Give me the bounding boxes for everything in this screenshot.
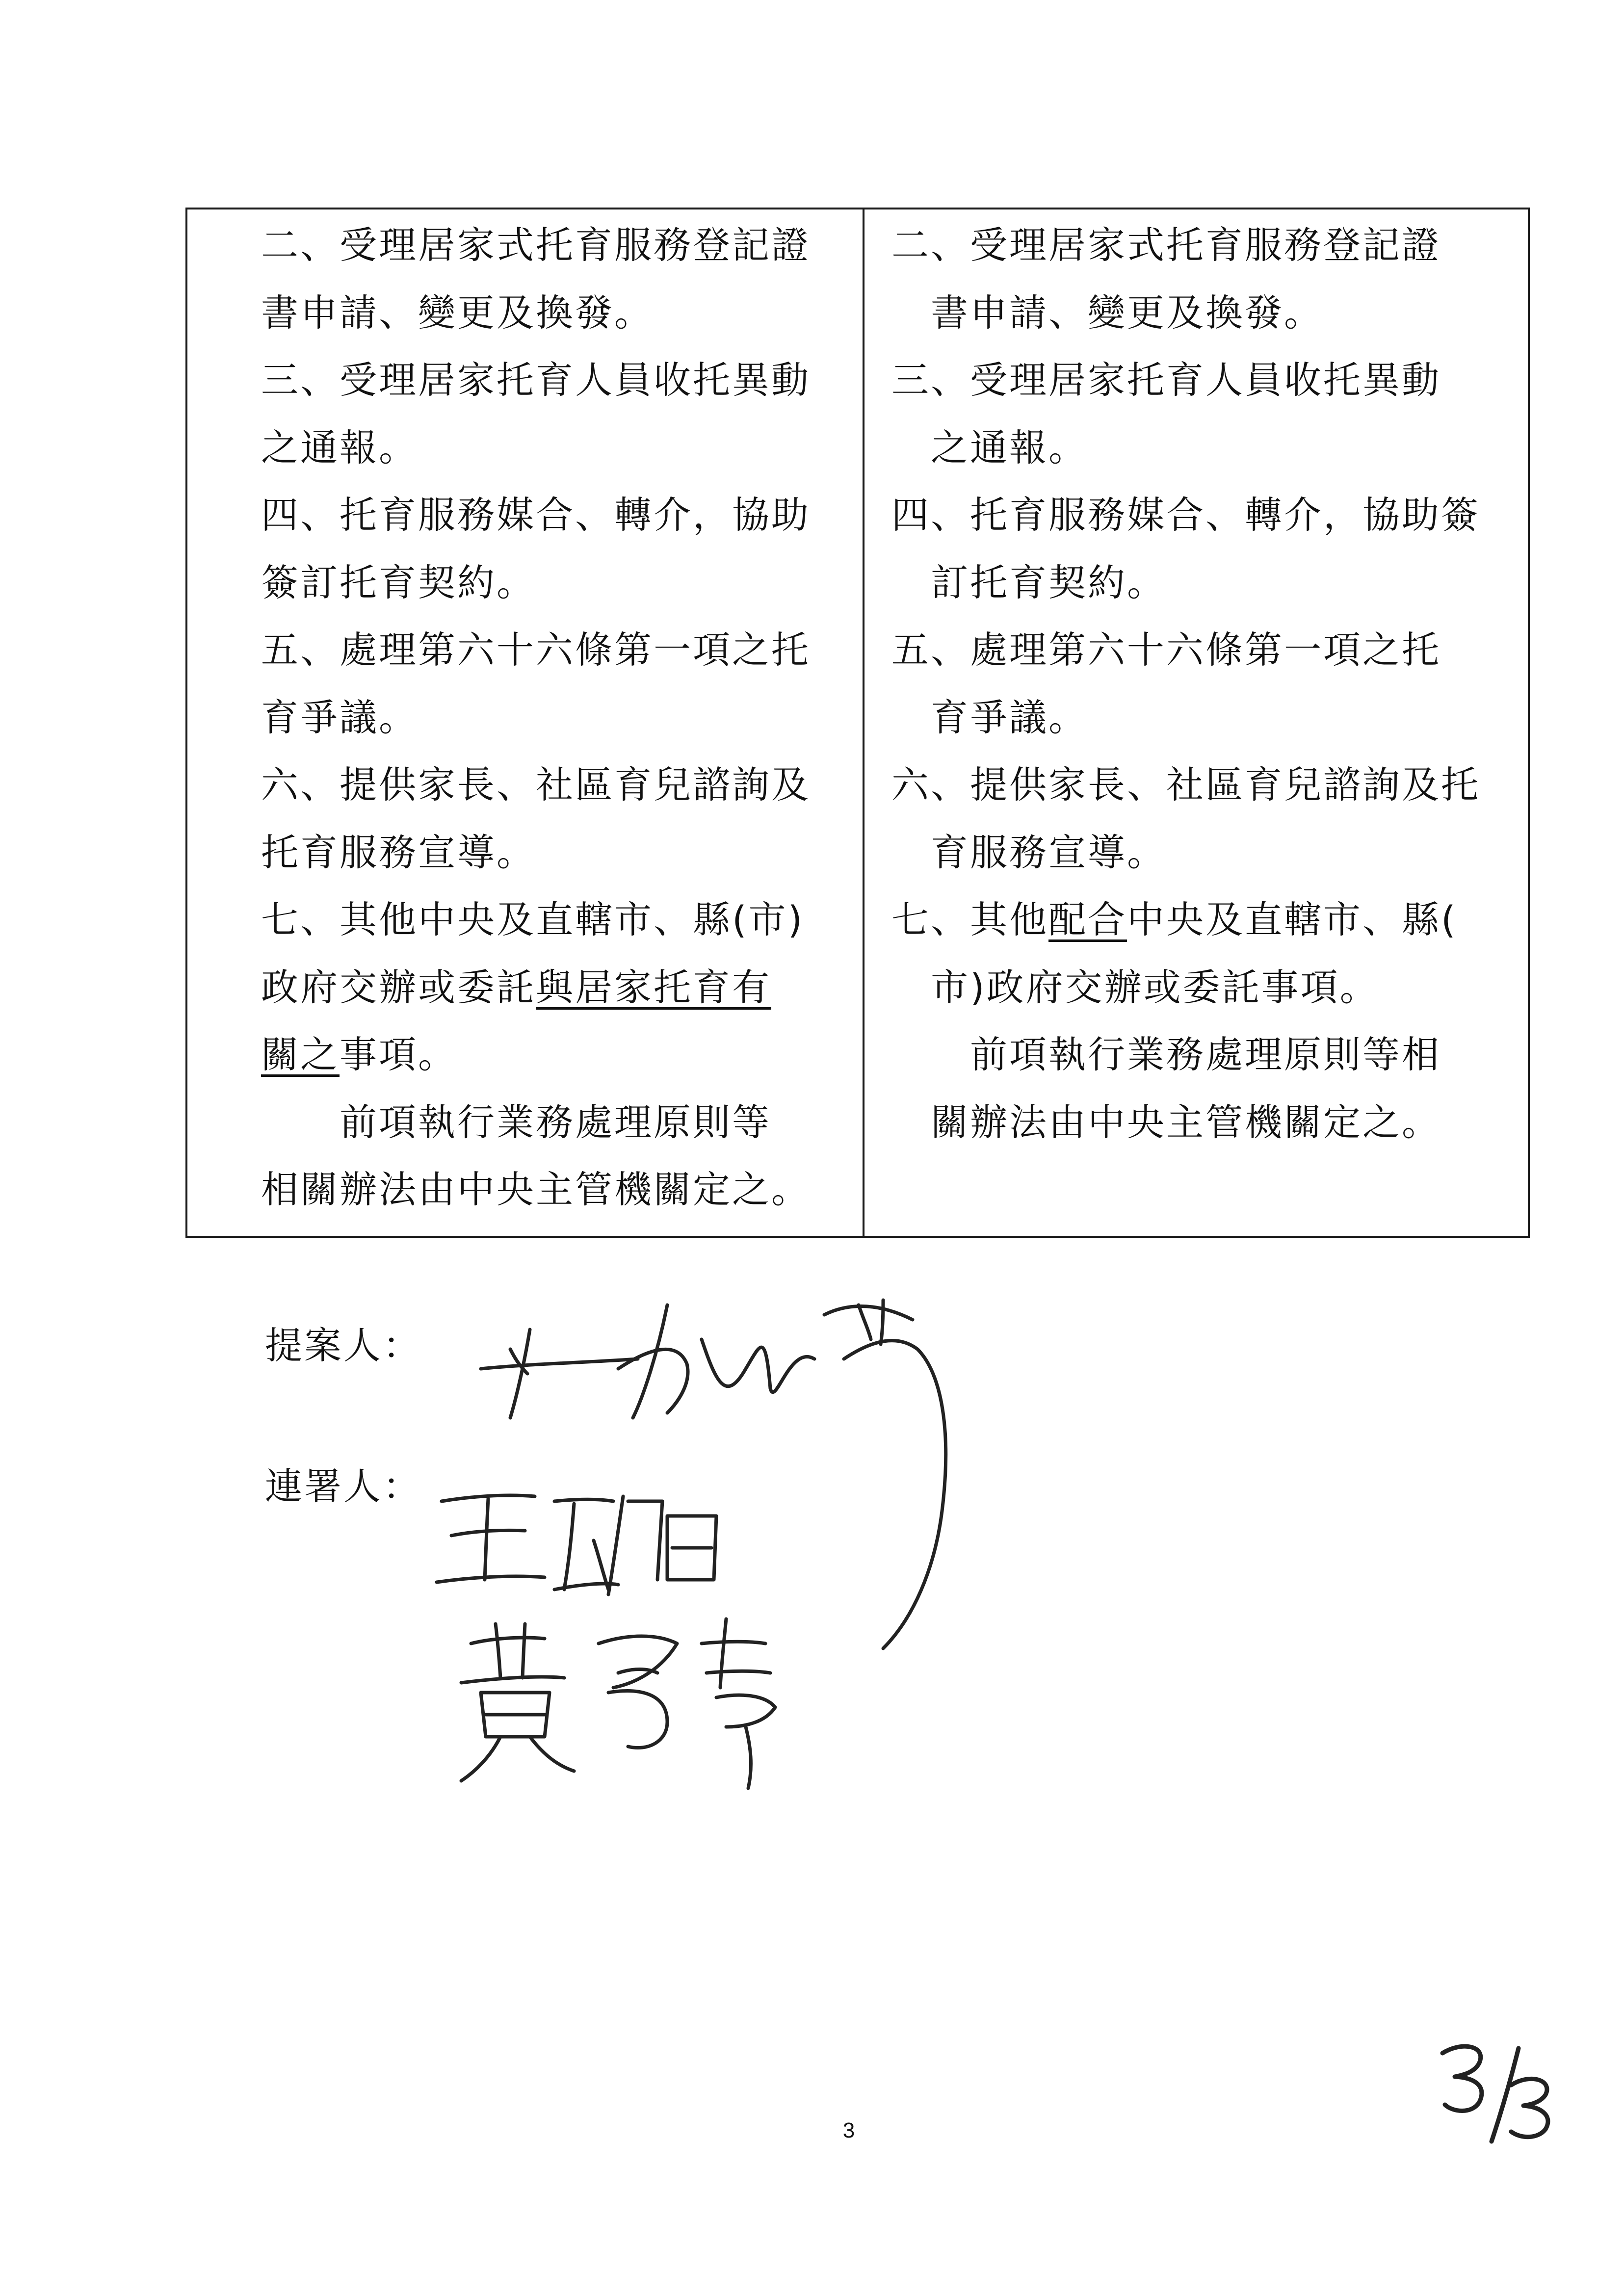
table-line <box>261 560 536 604</box>
table-line <box>891 898 1458 941</box>
text-segment: 七、其他 <box>891 898 1048 941</box>
table-line <box>891 1100 1441 1144</box>
text-segment: 托育服務宣導。 <box>261 830 536 874</box>
table-line <box>261 1168 811 1211</box>
text-segment: 市)政府交辦或委託事項。 <box>891 965 1379 1009</box>
text-segment: 前項執行業務處理原則等 <box>261 1100 771 1144</box>
table-line <box>261 425 418 470</box>
underlined-text: 關之 <box>261 1033 340 1076</box>
table-line <box>891 223 1441 267</box>
text-segment: 前項執行業務處理原則等相 <box>891 1033 1441 1076</box>
table-line <box>891 965 1379 1009</box>
text-segment: 中央及直轄市、縣( <box>1127 898 1458 941</box>
text-segment: 書申請、變更及換發。 <box>891 290 1323 335</box>
table-line <box>261 695 418 739</box>
page-number: 3 <box>842 2118 855 2142</box>
text-segment: 育爭議。 <box>891 695 1088 739</box>
table-line <box>891 763 1480 807</box>
table-column-right <box>864 209 1528 1236</box>
text-segment: 事項。 <box>340 1033 457 1076</box>
text-segment: 相關辦法由中央主管機關定之。 <box>261 1168 811 1211</box>
table-line <box>891 493 1480 537</box>
table-line <box>891 830 1166 874</box>
text-segment: 五、處理第六十六條第一項之托 <box>891 628 1441 672</box>
proposer-label: 提案人： <box>265 1324 422 1367</box>
cosigner-signature-1 <box>432 1482 726 1599</box>
text-segment: 六、提供家長、社區育兒諮詢及托 <box>891 763 1480 807</box>
table-line <box>891 695 1088 739</box>
text-segment: 二、受理居家式托育服務登記證 <box>261 223 811 267</box>
table-line <box>261 493 811 537</box>
text-segment: 政府交辦或委託 <box>261 965 536 1009</box>
table-line <box>891 560 1166 604</box>
underlined-text: 與居家托育有 <box>536 965 771 1009</box>
cosigner-label: 連署人： <box>265 1464 422 1508</box>
text-segment: 六、提供家長、社區育兒諮詢及 <box>261 763 811 807</box>
cosigner-signature-2 <box>451 1614 805 1791</box>
text-segment: 之通報。 <box>261 425 418 470</box>
text-segment: 三、受理居家托育人員收托異動 <box>261 358 811 402</box>
text-segment: 書申請、變更及換發。 <box>261 290 654 335</box>
text-segment: 訂托育契約。 <box>891 560 1166 604</box>
comparison-table <box>185 208 1530 1238</box>
text-segment: 四、托育服務媒合、轉介，協助 <box>261 493 811 537</box>
underlined-text: 配合 <box>1048 898 1127 941</box>
table-line <box>261 830 536 874</box>
text-segment: 之通報。 <box>891 425 1088 470</box>
table-line <box>261 763 811 807</box>
table-line <box>891 1033 1441 1076</box>
text-segment: 育爭議。 <box>261 695 418 739</box>
text-segment: 七、其他中央及直轄市、縣(市) <box>261 898 805 941</box>
text-segment: 關辦法由中央主管機關定之。 <box>891 1100 1441 1144</box>
table-line <box>891 290 1323 335</box>
table-line <box>261 290 654 335</box>
table-line <box>261 223 811 267</box>
text-segment: 簽訂托育契約。 <box>261 560 536 604</box>
table-line <box>891 425 1088 470</box>
table-line <box>261 898 805 941</box>
table-line <box>891 358 1441 402</box>
proposer-signature <box>471 1285 971 1658</box>
text-segment: 三、受理居家托育人員收托異動 <box>891 358 1441 402</box>
handwritten-page-mark <box>1433 2038 1560 2146</box>
text-segment: 五、處理第六十六條第一項之托 <box>261 628 811 672</box>
table-line <box>261 1100 771 1144</box>
table-line <box>891 628 1441 672</box>
table-line <box>261 965 771 1009</box>
table-line <box>261 358 811 402</box>
text-segment: 育服務宣導。 <box>891 830 1166 874</box>
table-line <box>261 1033 457 1076</box>
text-segment: 四、托育服務媒合、轉介，協助簽 <box>891 493 1480 537</box>
text-segment: 二、受理居家式托育服務登記證 <box>891 223 1441 267</box>
table-line <box>261 628 811 672</box>
table-column-left <box>187 209 864 1236</box>
